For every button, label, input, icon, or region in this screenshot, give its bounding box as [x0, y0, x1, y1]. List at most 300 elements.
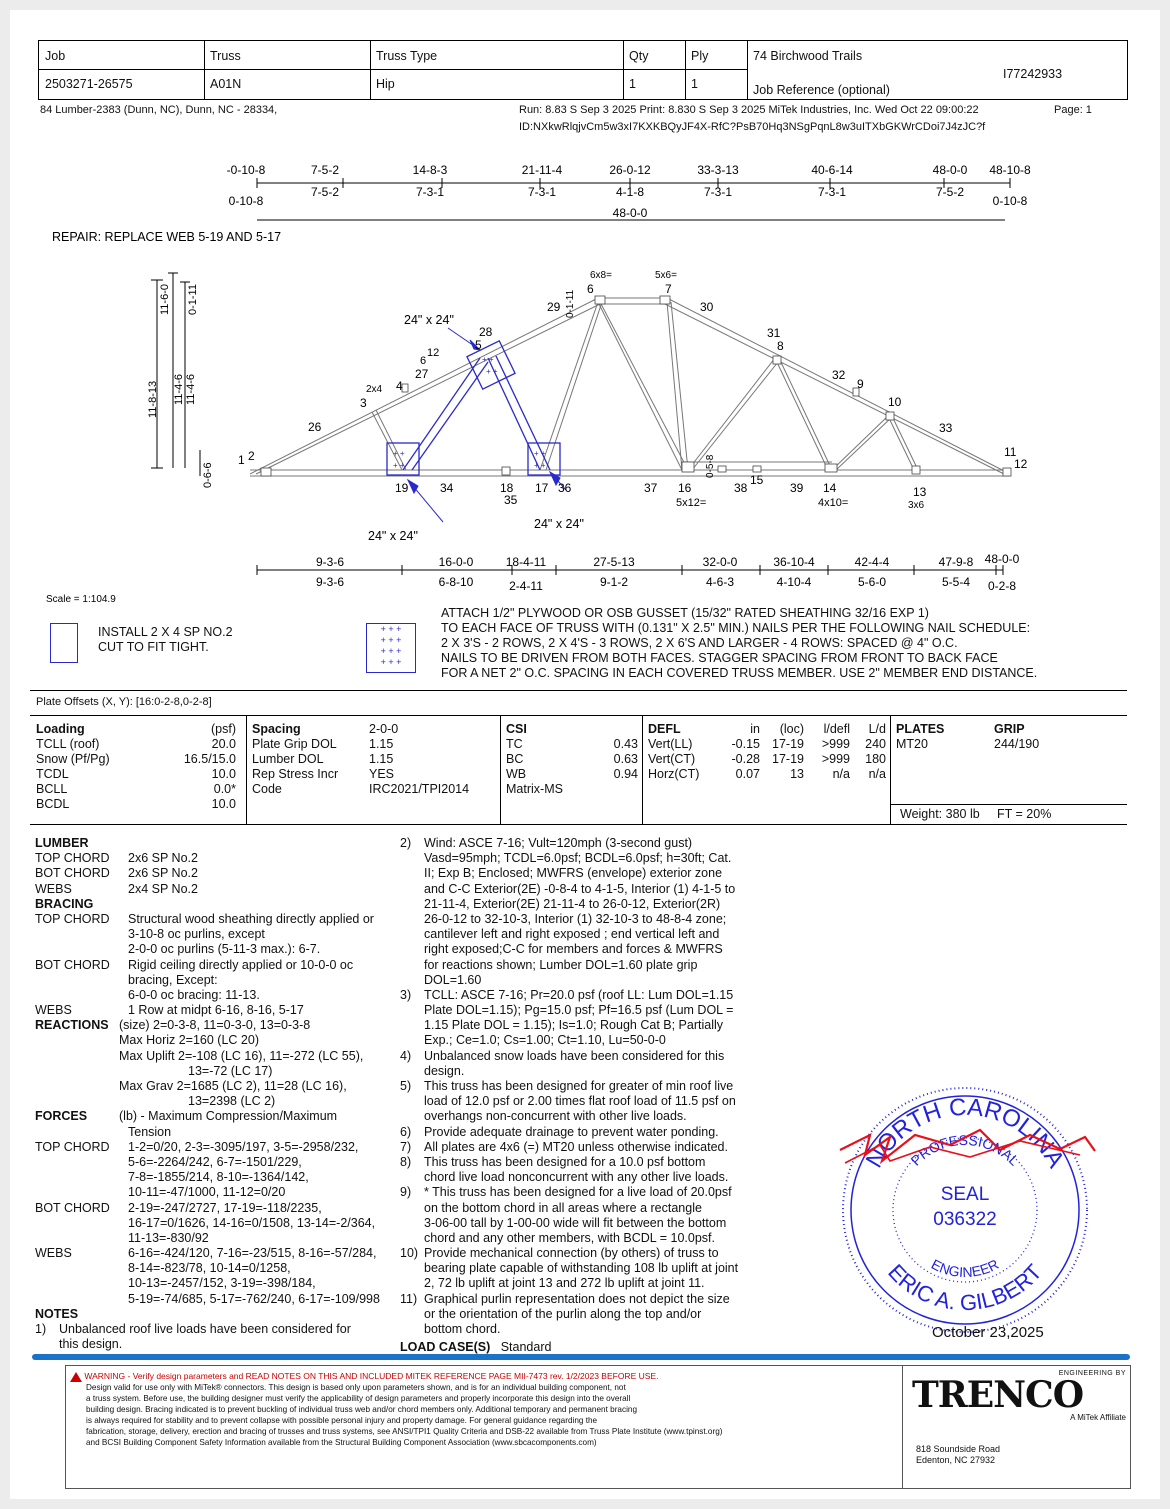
table-row — [36, 737, 236, 752]
note-line — [400, 1201, 760, 1216]
note-line — [35, 973, 395, 988]
note-text: Tension — [128, 1124, 172, 1139]
overall-span: 48-0-0 — [612, 206, 648, 220]
qty-value: 1 — [629, 77, 636, 91]
table-cell: BCDL — [36, 797, 70, 811]
joint-10: 10 — [888, 395, 902, 409]
note-key: WEBS — [35, 1003, 72, 1018]
bottom-dim-upper: 48-0-0 — [984, 552, 1020, 566]
bottom-dim-upper: 47-9-8 — [938, 555, 974, 569]
note-text: or the orientation of the purlin along the top and/or — [424, 1306, 702, 1321]
purlin-offset: 0-1-11 — [565, 289, 576, 318]
table-row — [648, 737, 886, 752]
table-cell: 17-19 — [772, 752, 804, 766]
joint-19: 19 — [395, 481, 409, 495]
notes-left — [35, 836, 395, 1352]
note-text: 1 Row at midpt 6-16, 8-16, 5-17 — [128, 1003, 304, 1018]
table-row — [506, 767, 638, 782]
note-key: TOP CHORD — [35, 851, 110, 866]
install-legend-icon — [50, 623, 78, 663]
table-cell: 1.15 — [369, 737, 394, 751]
document-id: I77242933 — [1003, 67, 1063, 81]
note-text: cantilever left and right exposed ; end vertical left and — [424, 927, 720, 942]
joint-33: 33 — [939, 421, 953, 435]
height-2: 0-1-11 — [187, 284, 199, 315]
note-line — [400, 1033, 760, 1048]
defl-section — [648, 722, 886, 782]
spacing-value: 2-0-0 — [369, 722, 399, 736]
spacing-section — [252, 722, 492, 797]
note-key: FORCES — [35, 1109, 88, 1124]
table-cell: Code — [252, 782, 282, 796]
table-row — [506, 737, 638, 752]
ply-value: 1 — [691, 77, 698, 91]
bottom-dim-lower: 9-3-6 — [315, 575, 345, 589]
height-1: 11-6-0 — [159, 284, 171, 315]
note-text: 3-10-8 oc purlins, except — [128, 927, 265, 942]
pitch-rise: 6 — [420, 355, 427, 367]
loading-section — [36, 722, 236, 812]
truss-id: A01N — [210, 77, 242, 91]
note-text: Max Horiz 2=160 (LC 20) — [119, 1033, 259, 1048]
note-text: Graphical purlin representation does not depict the size — [424, 1291, 730, 1306]
note-text: Provide adequate drainage to prevent water ponding. — [424, 1124, 719, 1139]
note-text: 6-16=-424/120, 7-16=-23/515, 8-16=-57/284, — [128, 1246, 377, 1261]
engineering-by: ENGINEERING BY — [1058, 1370, 1126, 1377]
note-line — [35, 1049, 395, 1064]
id-line: ID:NXkwRlqjvCm5w3xI7KXKBQyJF4X-RfC?PsB70Hq3NSgPqnL8w3uITXbGKWrCDoi7J4zJC?f — [519, 121, 986, 133]
note-line — [35, 1322, 395, 1337]
note-text: 21-11-4, Exterior(2E) 21-11-4 to 26-0-12, Exterior(2R) — [424, 896, 721, 911]
bottom-dim-upper: 9-3-6 — [315, 555, 345, 569]
note-text: 2x6 SP No.2 — [128, 851, 198, 866]
note-line — [35, 1109, 395, 1124]
bottom-dim-upper: 16-0-0 — [438, 555, 474, 569]
note-key: WEBS — [35, 1246, 72, 1261]
note-number: 11) — [400, 1291, 418, 1306]
top-dim-upper: 33-3-13 — [697, 163, 739, 177]
top-dim-upper: 21-11-4 — [521, 163, 563, 177]
note-text: and C-C Exterior(2E) -0-8-4 to 4-1-5, Interior (1) 4-1-5 to — [424, 881, 736, 896]
joint-9: 9 — [857, 377, 864, 391]
note-line — [35, 1337, 395, 1352]
table-cell: 16.5/15.0 — [183, 752, 236, 766]
note-line — [400, 912, 760, 927]
top-dimensions — [227, 163, 1031, 220]
joint-4: 4 — [396, 379, 403, 393]
joint-7: 7 — [665, 282, 672, 296]
joint-15: 15 — [750, 473, 764, 487]
top-dim-upper: 7-5-2 — [310, 163, 340, 177]
bottom-dim-lower: 4-6-3 — [705, 575, 735, 589]
bottom-dim-lower: 0-2-8 — [987, 579, 1017, 593]
warning-icon — [70, 1372, 82, 1382]
note-text: 10-13=-2457/152, 3-19=-398/184, — [128, 1276, 316, 1291]
joint-labels — [238, 282, 1028, 507]
top-dim-upper: 48-0-0 — [932, 163, 968, 177]
note-key: REACTIONS — [35, 1018, 109, 1033]
table-cell: Vert(LL) — [648, 737, 693, 751]
pitch-run: 12 — [427, 347, 440, 359]
table-row — [36, 797, 236, 812]
top-dim-upper: 26-0-12 — [609, 163, 651, 177]
top-dim-upper: -0-10-8 — [226, 163, 266, 177]
joint-5: 5 — [475, 338, 482, 352]
joint-29: 29 — [547, 300, 561, 314]
table-row — [648, 767, 886, 782]
footer-accent-bar — [32, 1354, 1130, 1360]
top-dim-lower: 7-3-1 — [703, 185, 733, 199]
gusset-legend — [441, 606, 1037, 681]
note-text: 5-19=-74/685, 5-17=-762/240, 6-17=-109/998 — [128, 1291, 380, 1306]
note-line — [400, 851, 760, 866]
table-cell: n/a — [832, 767, 850, 781]
csi-title: CSI — [506, 722, 527, 736]
note-line — [35, 1201, 395, 1216]
truss-members — [250, 298, 1010, 476]
joint-17: 17 — [535, 481, 549, 495]
note-line — [35, 1018, 395, 1033]
note-text: DOL=1.60 — [424, 972, 482, 987]
seal-prof: PROFESSIONAL — [907, 1131, 1023, 1169]
note-key: WEBS — [35, 881, 72, 896]
svg-text:+ +: + + — [393, 461, 405, 470]
loading-unit: (psf) — [211, 722, 236, 736]
note-key: BOT CHORD — [35, 1200, 110, 1215]
note-line — [35, 897, 395, 912]
note-text: 16-17=0/1626, 14-16=0/1508, 13-14=-2/364, — [128, 1215, 376, 1230]
note-line — [35, 1094, 395, 1109]
load-case-value: Standard — [500, 1340, 552, 1354]
install-line-1: INSTALL 2 X 4 SP NO.2 — [98, 625, 233, 639]
note-number: 10) — [400, 1246, 419, 1261]
truss-design-sheet — [10, 10, 1160, 1499]
note-line — [400, 1216, 760, 1231]
plate-5x12: 5x12= — [676, 497, 707, 509]
table-cell: 10.0 — [211, 767, 236, 781]
table-cell: Matrix-MS — [506, 782, 563, 796]
note-line — [35, 1155, 395, 1170]
bottom-dim-upper: 36-10-4 — [773, 555, 815, 569]
note-line — [400, 866, 760, 881]
note-line — [400, 1094, 760, 1109]
note-line — [35, 1307, 395, 1322]
note-line — [35, 1261, 395, 1276]
joint-30: 30 — [700, 300, 714, 314]
plate-4x10: 4x10= — [818, 497, 849, 509]
note-text: 1-2=0/20, 2-3=-3095/197, 3-5=-2958/232, — [128, 1139, 359, 1154]
note-line — [35, 866, 395, 881]
load-case-label: LOAD CASE(S) — [400, 1340, 491, 1354]
table-row — [36, 782, 236, 797]
note-line — [400, 988, 760, 1003]
seal-number: 036322 — [933, 1209, 997, 1230]
truss-type: Hip — [376, 77, 395, 91]
joint-37: 37 — [644, 481, 658, 495]
svg-text:+ +: + + — [482, 355, 494, 364]
table-cell: TCLL (roof) — [36, 737, 100, 751]
truss-drawing — [10, 150, 1160, 610]
bottom-dim-lower: 5-6-0 — [857, 575, 887, 589]
defl-head-in: in — [750, 722, 760, 736]
height-4: 11-4-6 — [173, 374, 185, 405]
joint-3: 3 — [360, 396, 367, 410]
note-line — [400, 1246, 760, 1261]
note-line — [400, 927, 760, 942]
plates-title: PLATES — [896, 722, 945, 736]
bearing-offset: 0-5-8 — [705, 454, 716, 478]
note-text: bottom chord. — [424, 1322, 501, 1336]
note-number: 7) — [400, 1139, 412, 1154]
note-text: Wind: ASCE 7-16; Vult=120mph (3-second gust) — [424, 836, 693, 850]
spacing-title: Spacing — [252, 722, 301, 736]
note-text: bracing, Except: — [128, 972, 218, 987]
table-cell: 10.0 — [211, 797, 236, 811]
joint-32: 32 — [832, 368, 846, 382]
load-case — [400, 1340, 551, 1355]
note-line — [35, 912, 395, 927]
note-text: (size) 2=0-3-8, 11=0-3-0, 13=0-3-8 — [119, 1018, 311, 1033]
note-text: 6-0-0 oc bracing: 11-13. — [128, 987, 260, 1002]
svg-text:+ +: + + — [534, 461, 546, 470]
table-cell: Rep Stress Incr — [252, 767, 339, 781]
note-text: Exp.; Ce=1.0; Cs=1.00; Ct=1.10, Lu=50-0-0 — [424, 1033, 666, 1048]
note-number: 5) — [400, 1079, 412, 1093]
gusset-label-3: 24" x 24" — [534, 517, 584, 531]
gusset-legend-icon: + + + + + + + + + + + + — [366, 623, 416, 673]
bottom-dim-upper: 32-0-0 — [702, 555, 738, 569]
top-dim-upper: 40-6-14 — [811, 163, 853, 177]
table-row — [252, 737, 492, 752]
run-line: Run: 8.83 S Sep 3 2025 Print: 8.830 S Sep 3 2025 MiTek Industries, Inc. Wed Oct 22 09:00:22 — [519, 104, 979, 116]
note-text: chord live load nonconcurrent with any other live loads. — [424, 1170, 729, 1185]
attach-line-3: 2 X 3'S - 2 ROWS, 2 X 4'S - 3 ROWS, 2 X 6'S AND LARGER - 4 ROWS: SPACED @ 4" O.C. — [441, 636, 958, 650]
table-row — [648, 752, 886, 767]
table-cell: 13 — [790, 767, 804, 781]
note-text: 7-8=-1855/214, 8-10=-1364/142, — [128, 1170, 309, 1185]
note-line — [400, 1261, 760, 1276]
seal-label: SEAL — [940, 1184, 990, 1205]
note-line — [400, 1276, 760, 1291]
type-label: Truss Type — [376, 49, 438, 63]
table-cell: >999 — [821, 737, 850, 751]
table-row — [252, 767, 492, 782]
note-line — [35, 988, 395, 1003]
repair-note: REPAIR: REPLACE WEB 5-19 AND 5-17 — [52, 230, 282, 244]
note-number: 3) — [400, 987, 412, 1002]
note-text: 11-13=-830/92 — [128, 1230, 209, 1245]
csi-section — [506, 722, 638, 797]
note-line — [35, 1231, 395, 1246]
note-line — [35, 1185, 395, 1200]
notes-right — [400, 836, 760, 1337]
note-text: 8-14=-823/78, 10-14=0/1258, — [128, 1261, 291, 1276]
warning-text: WARNING - Verify design parameters and READ NOTES ON THIS AND INCLUDED MITEK REFERENCE PAGE MII-7473 rev. 1/2/2023 BEFORE USE. — [84, 1371, 659, 1381]
bottom-dim-lower: 6-8-10 — [438, 575, 474, 589]
seal-name: ERIC A. GILBERT — [883, 1259, 1047, 1316]
note-text: 2x4 SP No.2 — [128, 881, 198, 896]
note-line — [35, 927, 395, 942]
note-number: 6) — [400, 1124, 412, 1139]
note-key: BRACING — [35, 896, 94, 911]
table-cell: Snow (Pf/Pg) — [36, 752, 110, 766]
note-line — [400, 1231, 760, 1246]
note-key: TOP CHORD — [35, 1139, 110, 1154]
note-line — [35, 1125, 395, 1140]
bottom-dim-upper: 18-4-11 — [505, 555, 547, 569]
note-line — [400, 1125, 760, 1140]
truss-label: Truss — [210, 49, 241, 63]
note-number: 4) — [400, 1048, 412, 1063]
plate-6x8: 6x8= — [590, 270, 612, 281]
joint-1: 1 — [238, 453, 245, 467]
attach-line-1: ATTACH 1/2" PLYWOOD OR OSB GUSSET (15/32" RATED SHEATHING 32/16 EXP 1) — [441, 606, 929, 620]
table-cell: IRC2021/TPI2014 — [369, 782, 470, 796]
table-cell: 0.0* — [213, 782, 236, 796]
note-text: 13=2398 (LC 2) — [188, 1094, 276, 1109]
note-line — [400, 1018, 760, 1033]
attach-line-5: FOR A NET 2" O.C. SPACING IN EACH COVERED TRUSS MEMBER. USE 2" MEMBER END DISTANCE. — [441, 666, 1038, 680]
table-cell: BC — [506, 752, 524, 766]
top-dim-lower: 0-10-8 — [228, 194, 264, 208]
joint-14: 14 — [823, 481, 837, 495]
attach-line-2: TO EACH FACE OF TRUSS WITH (0.131" X 2.5" MIN.) NAILS PER THE FOLLOWING NAIL SCHEDULE: — [441, 621, 1031, 635]
table-cell: TC — [506, 737, 523, 751]
note-text: Vasd=95mph; TCDL=6.0psf; BCDL=6.0psf; h=30ft; Cat. — [424, 851, 732, 866]
svg-text:+ +: + + — [393, 449, 405, 458]
top-dim-lower: 7-3-1 — [527, 185, 557, 199]
defl-title: DEFL — [648, 722, 681, 736]
note-line — [35, 958, 395, 973]
ft-value: FT = 20% — [997, 807, 1052, 821]
seal-state: NORTH CAROLINA — [860, 1093, 1070, 1173]
table-cell: TCDL — [36, 767, 69, 781]
note-text: * This truss has been designed for a live load of 20.0psf — [424, 1185, 732, 1200]
plate-offsets: Plate Offsets (X, Y): [16:0-2-8,0-2-8] — [36, 696, 212, 708]
note-line — [400, 1170, 760, 1185]
install-legend — [98, 625, 233, 655]
note-text: TCLL: ASCE 7-16; Pr=20.0 psf (roof LL: Lum DOL=1.15 — [424, 987, 734, 1002]
note-line — [35, 882, 395, 897]
note-line — [400, 1003, 760, 1018]
joint-28: 28 — [479, 325, 493, 339]
gusset-label-1: 24" x 24" — [404, 313, 454, 327]
plates-section — [896, 722, 1122, 752]
note-text: Rigid ceiling directly applied or 10-0-0 oc — [128, 957, 354, 972]
note-text: chord and any other members, with BCDL = 10.0psf. — [424, 1230, 716, 1245]
joint-31: 31 — [767, 326, 781, 340]
note-text: overhangs non-concurrent with other live loads. — [424, 1109, 687, 1124]
note-line — [35, 1079, 395, 1094]
bottom-dim-upper: 27-5-13 — [593, 555, 635, 569]
note-line — [35, 1064, 395, 1079]
defl-head-ldefl: l/defl — [823, 722, 850, 736]
note-line — [400, 1307, 760, 1322]
note-text: 13=-72 (LC 17) — [188, 1063, 273, 1078]
grip-title: GRIP — [994, 722, 1025, 736]
note-text: Unbalanced snow loads have been considered for this — [424, 1048, 725, 1063]
note-text: 2-19=-247/2727, 17-19=-118/2235, — [128, 1200, 322, 1215]
note-line — [400, 1140, 760, 1155]
table-cell: 0.43 — [613, 737, 638, 751]
note-line — [35, 1170, 395, 1185]
ply-label: Ply — [691, 49, 709, 63]
table-cell: >999 — [821, 752, 850, 766]
header-table — [38, 40, 1128, 100]
note-key: NOTES — [35, 1306, 79, 1321]
plate-3x6: 3x6 — [908, 500, 925, 511]
joint-36: 36 — [558, 481, 572, 495]
top-dim-upper: 48-10-8 — [989, 163, 1031, 177]
note-line — [400, 942, 760, 957]
table-cell: -0.28 — [731, 752, 760, 766]
table-cell: 180 — [865, 752, 886, 766]
bottom-dim-upper: 42-4-4 — [854, 555, 890, 569]
footer-line: and BCSI Building Component Safety Information available from the Structural Building Component Association (www.sbcacomponents.com) — [86, 1438, 597, 1447]
note-text: for reactions shown; Lumber DOL=1.60 plate grip — [424, 957, 698, 972]
company-line: 84 Lumber-2383 (Dunn, NC), Dunn, NC - 28334, — [40, 104, 278, 116]
note-text: right exposed;C-C for members and forces & MWFRS — [424, 942, 723, 957]
note-text: Unbalanced roof live loads have been considered for — [59, 1322, 351, 1336]
joint-26: 26 — [308, 420, 322, 434]
table-cell: YES — [369, 767, 395, 781]
footer-box — [65, 1365, 1131, 1489]
joint-8: 8 — [777, 339, 784, 353]
table-cell: 240 — [865, 737, 886, 751]
note-text: Structural wood sheathing directly applied or — [128, 911, 374, 926]
seal-date: October 23,2025 — [932, 1324, 1044, 1341]
address-line-1: 818 Soundside Road — [916, 1444, 1001, 1454]
top-dim-lower: 0-10-8 — [992, 194, 1028, 208]
seal-engineer: ENGINEER — [928, 1255, 1002, 1281]
note-key: 1) — [35, 1322, 47, 1336]
footer-warning — [70, 1371, 890, 1382]
joint-2: 2 — [248, 449, 255, 463]
footer-line: fabrication, storage, delivery, erection and bracing of trusses and truss systems, see ANSI/TPI1 Quality Criteria and DSB-22 available from Truss Plate Institute (www.tpinst.org) — [86, 1427, 723, 1436]
note-text: Provide mechanical connection (by others) of truss to — [424, 1246, 719, 1261]
table-cell: BCLL — [36, 782, 68, 796]
note-line — [400, 1064, 760, 1079]
bottom-dimensions — [257, 552, 1020, 593]
loading-title: Loading — [36, 722, 85, 736]
plate-2x4: 2x4 — [366, 384, 383, 395]
note-text: on the bottom chord in all areas where a rectangle — [424, 1200, 702, 1215]
height-5: 11-4-6 — [185, 374, 197, 405]
table-row — [506, 752, 638, 767]
table-cell: -0.15 — [731, 737, 760, 751]
note-text: bearing plate capable of withstanding 108 lb uplift at joint — [424, 1261, 739, 1276]
note-line — [35, 851, 395, 866]
table-cell: Lumber DOL — [252, 752, 324, 766]
note-line — [400, 1292, 760, 1307]
note-line — [35, 1003, 395, 1018]
joint-27: 27 — [415, 367, 429, 381]
note-text: this design. — [59, 1337, 123, 1352]
note-line — [400, 897, 760, 912]
table-cell: WB — [506, 767, 527, 781]
table-row — [506, 782, 638, 797]
note-text: 10-11=-47/1000, 11-12=0/20 — [128, 1185, 286, 1200]
footer-line: is always required for stability and to prevent collapse with possible personal injury and property damage. For general guidance regarding the — [86, 1416, 598, 1425]
note-number: 9) — [400, 1185, 412, 1200]
note-text: 1.15 Plate DOL = 1.15); Is=1.0; Rough Cat B; Partially — [424, 1018, 724, 1033]
note-line — [35, 1276, 395, 1291]
note-line — [400, 958, 760, 973]
note-line — [35, 942, 395, 957]
note-line — [400, 1109, 760, 1124]
table-cell: 0.94 — [613, 767, 638, 781]
note-text: All plates are 4x6 (=) MT20 unless otherwise indicated. — [424, 1139, 728, 1154]
